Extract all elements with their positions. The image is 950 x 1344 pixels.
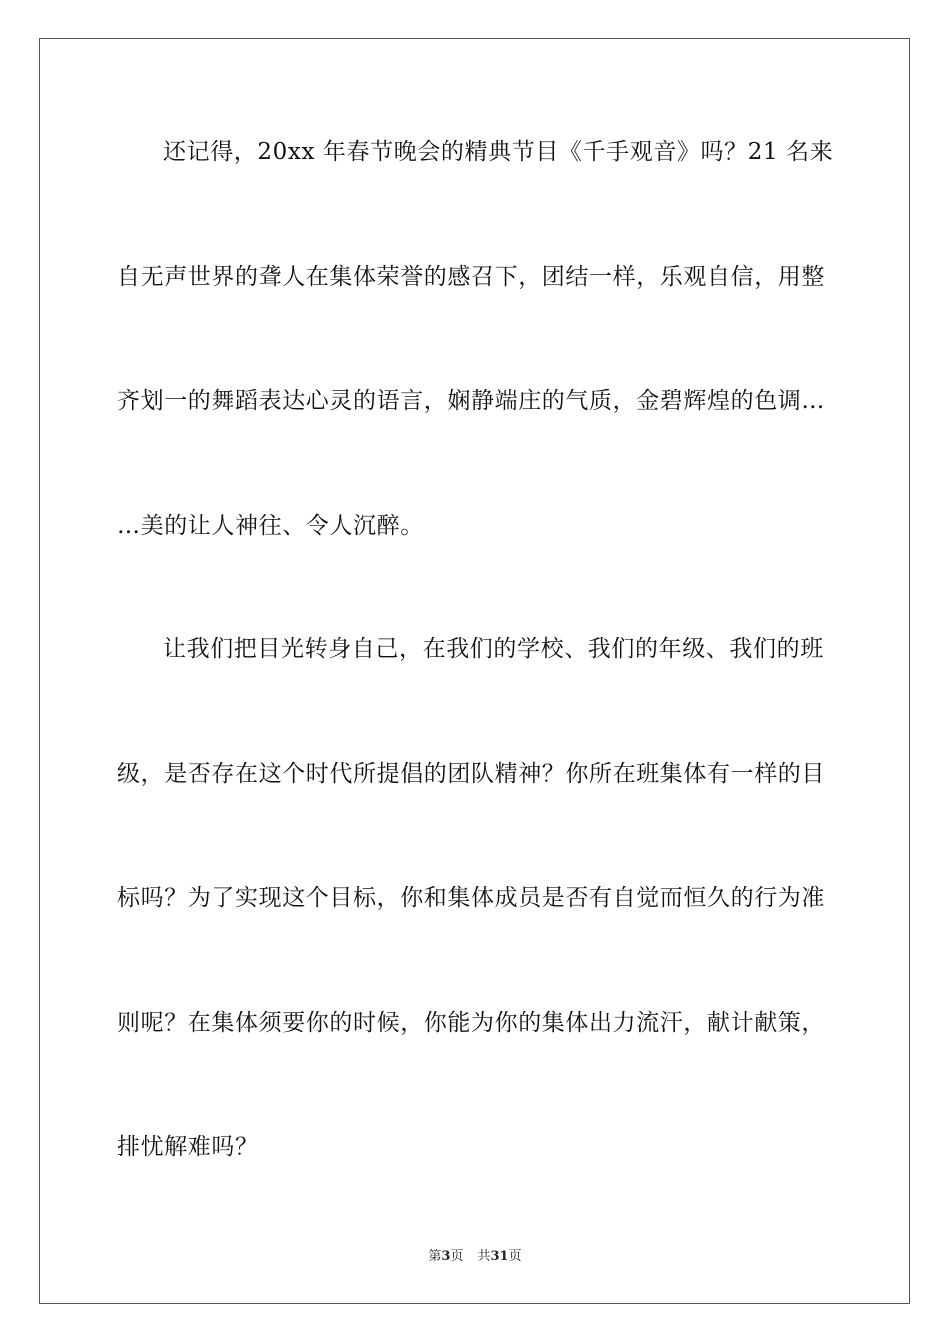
paragraph-1-line-2: 自无声世界的聋人在集体荣誉的感召下，团结一样，乐观自信，用整 xyxy=(117,264,825,290)
page-number: 3 xyxy=(441,1249,451,1264)
paragraph-2-line-1: 让我们把目光转身自己，在我们的学校、我们的年级、我们的班 xyxy=(163,636,824,662)
paragraph-1-line-4: …美的让人神往、令人沉醉。 xyxy=(117,513,424,539)
page-border xyxy=(39,38,910,1304)
paragraph-2-line-2: 级，是否存在这个时代所提倡的团队精神？你所在班集体有一样的目 xyxy=(117,761,825,787)
paragraph-2-line-4: 则呢？在集体须要你的时候，你能为你的集体出力流汗，献计献策， xyxy=(117,1010,825,1036)
paragraph-1-line-3: 齐划一的舞蹈表达心灵的语言，娴静端庄的气质，金碧辉煌的色调… xyxy=(117,388,825,414)
total-pages: 31 xyxy=(490,1249,509,1264)
paragraph-1-line-1: 还记得，20xx 年春节晚会的精典节目《千手观音》吗？21 名来 xyxy=(163,139,834,165)
paragraph-2-line-5: 排忧解难吗？ xyxy=(117,1134,259,1160)
page-prefix: 第 xyxy=(428,1249,442,1264)
page-suffix: 页 xyxy=(450,1249,464,1264)
page-footer xyxy=(0,1248,950,1266)
total-suffix: 页 xyxy=(508,1249,522,1264)
paragraph-2-line-3: 标吗？为了实现这个目标，你和集体成员是否有自觉而恒久的行为准 xyxy=(117,885,825,911)
total-prefix: 共 xyxy=(477,1249,491,1264)
